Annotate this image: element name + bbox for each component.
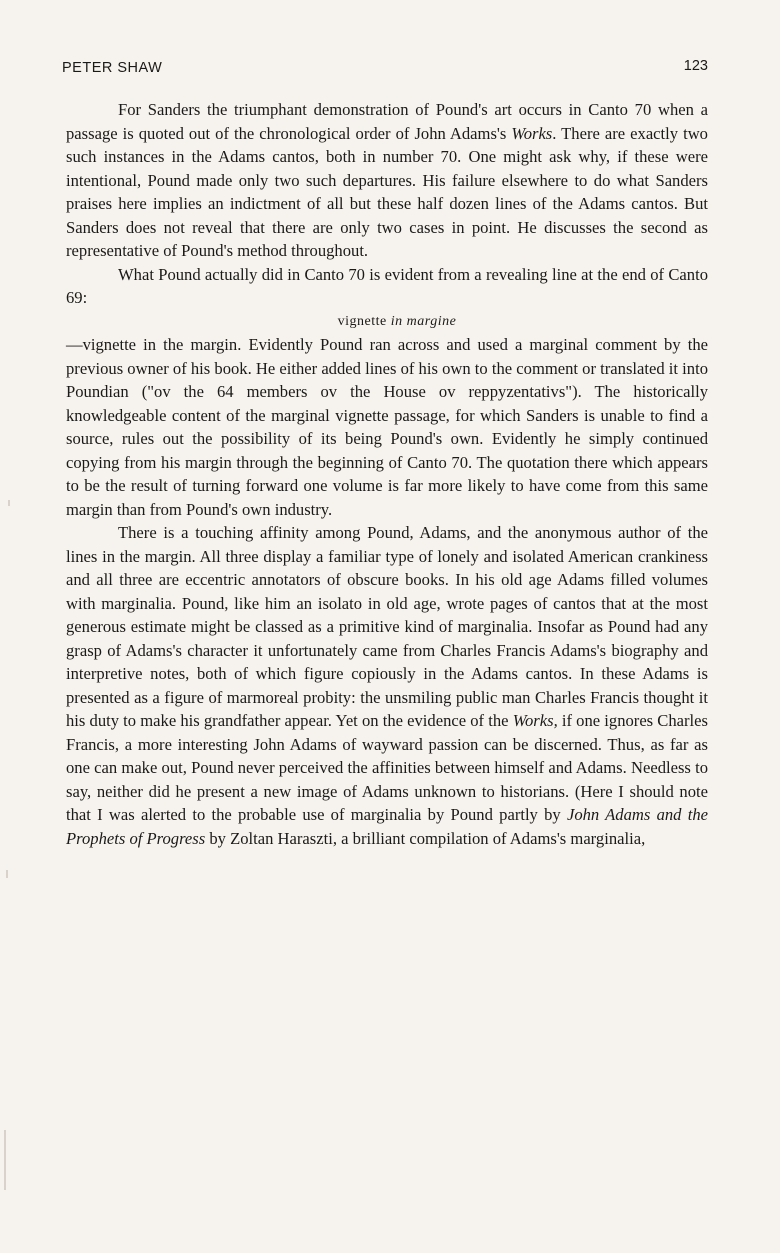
running-head: PETER SHAW: [62, 60, 163, 76]
text-run: —vignette in the margin. Evidently Pound ran across and used a marginal comment by the previous owner of his book. He either added lines of his own to the comment or translated it into Poundian ("ov the 64 members ov the House ov reppyzentativs"). The historically knowledgeable content of the marginal vignette passage, for which Sanders is unable to find a source, rules out the possibility of its being Pound's own. Evidently he simply continued copying from his margin through the beginning of Canto 70. The quotation there which appears to be the result of turning forward one volume is far more likely to have come from this same margin than from Pound's own industry.: [66, 335, 708, 519]
text-run: if one ignores Charles Francis, a more interesting John Adams of wayward passion can be discerned. Thus, as far as one can make out, Pound never perceived the affinities between himself and Adams. Needless to say, neither did he present a new image of Adams unknown to historians. (Here I should note that I was alerted to the probable use of marginalia by Pound partly by: [66, 711, 708, 824]
paragraph: [66, 98, 708, 263]
italic-phrase: in margine: [390, 313, 457, 329]
paragraph: [66, 333, 708, 521]
page-number: 123: [683, 58, 708, 74]
italic-title: John Adams and the Prophets of Progress: [66, 805, 708, 848]
page-header: [62, 58, 708, 80]
italic-title: Works: [511, 123, 553, 143]
margin-mark: [4, 1130, 6, 1190]
italic-title: Works,: [512, 711, 558, 730]
paragraph: [66, 263, 708, 310]
vignette-quote: [66, 310, 708, 334]
text-run: . There are exactly two such instances in the Adams cantos, both in number 70. One might ask why, if these were intentional, Pound made only two such departures. His failure elsewhere to do what Sanders praises here implies an indictment of all but these half dozen lines of the Adams cantos. But Sanders does not reveal that there are only two cases in point. He discusses the second as representative of Pound's method throughout.: [66, 123, 708, 260]
text-run: What Pound actually did in Canto 70 is evident from a revealing line at the end of Canto 69:: [66, 264, 708, 307]
text-run: For Sanders the triumphant demonstration of Pound's art occurs in Canto 70 when a passage is quoted out of the chronological order of John Adams's: [66, 100, 708, 143]
margin-mark: [6, 870, 8, 878]
text-run: There is a touching affinity among Pound, Adams, and the anonymous author of the lines in the margin. All three display a familiar type of lonely and isolated American crankiness and all three are eccentric annotators of obscure books. In his old age Adams filled volumes with marginalia. Pound, like him an isolato in old age, wrote pages of cantos that at the most generous estimate might be classed as a primitive kind of marginalia. Insofar as Pound had any grasp of Adams's character it unfortunately came from Charles Francis Adams's biography and interpretive notes, both of which figure copiously in the Adams cantos. In these Adams is presented as a figure of marmoreal probity: the unsmiling public man Charles Francis thought it his duty to make his grandfather appear. Yet on the evidence of the: [66, 523, 708, 730]
text-run: by Zoltan Haraszti, a brilliant compilation of Adams's marginalia,: [205, 828, 646, 848]
margin-mark: [8, 500, 10, 506]
paragraph: [66, 521, 708, 850]
text-run: vignette: [337, 313, 391, 329]
body-text: [66, 98, 708, 850]
